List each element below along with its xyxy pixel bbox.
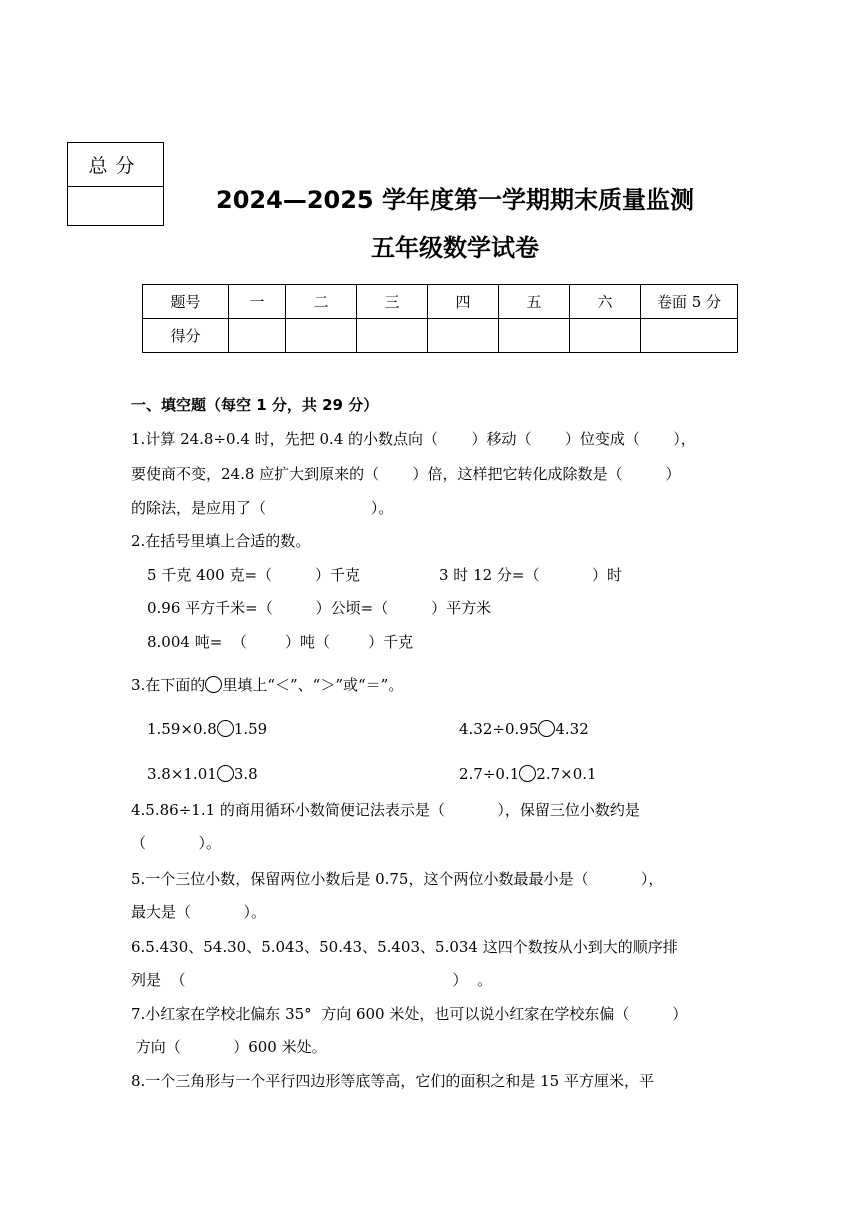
- table-header-cell: 六: [570, 285, 641, 319]
- q3-item-right: 3.8: [233, 765, 258, 783]
- q3-title: [131, 675, 403, 695]
- q4-line-2: （ ）。: [131, 834, 221, 852]
- q1-line-3: 的除法，是应用了（ ）。: [131, 499, 394, 517]
- q3-item-right: 4.32: [555, 720, 589, 738]
- q2-item-c: 0.96 平方千米=（ ）公顷=（ ）平方米: [147, 599, 492, 617]
- q1-line-1: 1.计算 24.8÷0.4 时，先把 0.4 的小数点向（ ）移动（ ）位变成（ ），: [131, 430, 696, 448]
- q3-item: [459, 719, 589, 739]
- q3-item-left: 2.7÷0.1: [459, 765, 520, 783]
- q3-item-right: 1.59: [233, 720, 268, 738]
- q1-line-2: 要使商不变，24.8 应扩大到原来的（ ）倍，这样把它转化成除数是（ ）: [131, 465, 681, 483]
- q3-item-left: 1.59×0.8: [147, 720, 217, 738]
- table-header-cell: 五: [499, 285, 570, 319]
- q7-line-2: 方向（ ）600 米处。: [131, 1038, 327, 1056]
- q2-item-b: 3 时 12 分=（ ）时: [439, 566, 622, 584]
- exam-subtitle: 五年级数学试卷: [371, 234, 539, 262]
- compare-circle-icon[interactable]: [519, 765, 536, 782]
- section-1-title: 一、填空题（每空 1 分，共 29 分）: [131, 396, 379, 414]
- q6-line-2: 列是 （ ） 。: [131, 971, 493, 989]
- q3-title-pre: 3.在下面的: [131, 676, 206, 694]
- q3-item: [459, 764, 597, 784]
- table-header-cell: 题号: [143, 285, 229, 319]
- table-row-label: 得分: [143, 319, 229, 353]
- total-score-label: 总分: [68, 143, 163, 187]
- q3-item: [147, 719, 267, 739]
- q3-item: [147, 764, 258, 784]
- q5-line-2: 最大是（ ）。: [131, 903, 266, 921]
- score-table-score-row: [143, 319, 738, 353]
- score-cell[interactable]: [286, 319, 357, 353]
- score-cell[interactable]: [428, 319, 499, 353]
- q3-item-right: 2.7×0.1: [536, 765, 597, 783]
- compare-circle-icon[interactable]: [217, 720, 234, 737]
- q8-line-1: 8.一个三角形与一个平行四边形等底等高，它们的面积之和是 15 平方厘米，平: [131, 1072, 654, 1090]
- q5-line-1: 5.一个三位小数，保留两位小数后是 0.75，这个两位小数最最小是（ ），: [131, 870, 664, 888]
- table-header-cell: 卷面 5 分: [641, 285, 738, 319]
- score-cell[interactable]: [570, 319, 641, 353]
- table-header-cell: 三: [357, 285, 428, 319]
- table-header-cell: 一: [229, 285, 286, 319]
- table-header-cell: 二: [286, 285, 357, 319]
- score-table: [142, 284, 738, 353]
- compare-circle-icon[interactable]: [217, 765, 234, 782]
- q3-item-left: 4.32÷0.95: [459, 720, 539, 738]
- q2-item-a: 5 千克 400 克=（ ）千克: [147, 566, 360, 584]
- q4-line-1: 4.5.86÷1.1 的商用循环小数简便记法表示是（ ），保留三位小数约是: [131, 801, 640, 819]
- score-cell[interactable]: [229, 319, 286, 353]
- score-table-header-row: [143, 285, 738, 319]
- q6-line-1: 6.5.430、54.30、5.043、50.43、5.403、5.034 这四个数按从小到大的顺序排: [131, 938, 678, 956]
- compare-circle-icon[interactable]: [538, 720, 555, 737]
- score-cell[interactable]: [499, 319, 570, 353]
- score-cell[interactable]: [641, 319, 738, 353]
- q3-title-post: 里填上“＜”、“＞”或“＝”。: [222, 676, 404, 694]
- table-header-cell: 四: [428, 285, 499, 319]
- q2-title: 2.在括号里填上合适的数。: [131, 532, 311, 550]
- circle-icon: [205, 676, 222, 693]
- q3-item-left: 3.8×1.01: [147, 765, 217, 783]
- exam-title: 2024—2025 学年度第一学期期末质量监测: [216, 186, 694, 214]
- q2-item-d: 8.004 吨= （ ）吨（ ）千克: [147, 633, 414, 651]
- q7-line-1: 7.小红家在学校北偏东 35° 方向 600 米处，也可以说小红家在学校东偏（ ）: [131, 1005, 688, 1023]
- score-cell[interactable]: [357, 319, 428, 353]
